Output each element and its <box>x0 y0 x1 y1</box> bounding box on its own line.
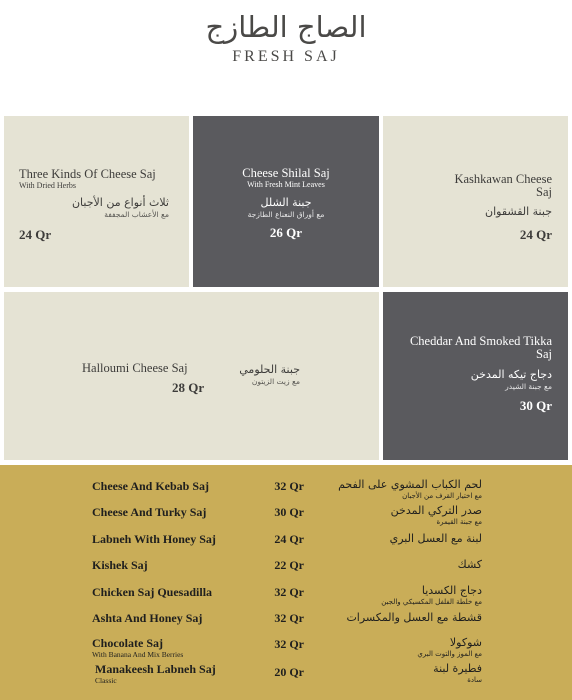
list-item[interactable] <box>0 663 572 689</box>
saj-menu-list <box>0 465 572 700</box>
item-name: Labneh With Honey Saj <box>92 532 216 546</box>
card-price: 28 Qr <box>172 380 205 395</box>
title-english: FRESH SAJ <box>232 48 340 65</box>
item-name: Manakeesh Labneh Saj <box>95 662 216 676</box>
item-price: 20 Qr <box>274 665 304 679</box>
card-name: Cheddar And Smoked Tikka <box>409 334 552 348</box>
item-arabic-subtitle: مع خلطة الفلفل المكسيكي والجبن <box>381 598 482 606</box>
item-arabic-name: لبنة مع العسل البري <box>389 532 482 545</box>
item-arabic-subtitle: سادة <box>467 676 482 684</box>
list-item[interactable] <box>0 585 572 611</box>
item-arabic-name: قشطة مع العسل والمكسرات <box>346 611 482 624</box>
card-name: Three Kinds Of Cheese Saj <box>19 167 156 181</box>
item-arabic-name: فطيرة لبنة <box>433 662 482 675</box>
item-name: Chicken Saj Quesadilla <box>92 585 213 599</box>
card-cheddar-smoked-tikka-saj[interactable] <box>383 292 568 460</box>
card-subtitle: With Fresh Mint Leaves <box>247 180 325 189</box>
card-arabic-name: جبنة الشلل <box>260 196 312 209</box>
list-item[interactable] <box>0 479 572 505</box>
card-name: Cheese Shilal Saj <box>242 166 330 180</box>
item-subtitle: Classic <box>95 676 117 685</box>
item-arabic-name: كشك <box>457 558 482 571</box>
card-price: 30 Qr <box>519 398 552 413</box>
list-item[interactable] <box>0 505 572 531</box>
item-price: 32 Qr <box>274 637 304 651</box>
card-arabic-subtitle: مع أوراق النعناع الطازجة <box>247 210 325 219</box>
card-halloumi-cheese-saj[interactable] <box>4 292 379 460</box>
card-arabic-subtitle: مع زيت الزيتون <box>251 377 300 386</box>
item-name: Ashta And Honey Saj <box>92 611 203 625</box>
list-item[interactable] <box>0 558 572 584</box>
card-name: Kashkawan Cheese <box>454 172 552 186</box>
card-subtitle: With Dried Herbs <box>19 181 76 190</box>
card-arabic-name: ثلاث أنواع من الأجبان <box>71 196 169 209</box>
card-price: 26 Qr <box>269 225 303 240</box>
item-arabic-subtitle: مع اختيار القرف من الأجبان <box>402 492 482 500</box>
card-price: 24 Qr <box>19 227 52 242</box>
card-cheese-shilal-saj[interactable] <box>193 116 379 287</box>
card-three-kinds-cheese-saj[interactable] <box>4 116 189 287</box>
item-arabic-name: لحم الكباب المشوي على الفحم <box>338 478 482 491</box>
item-price: 32 Qr <box>274 585 304 599</box>
list-item[interactable] <box>0 611 572 637</box>
item-arabic-subtitle: مع الموز والتوت البري <box>417 650 482 658</box>
item-price: 32 Qr <box>274 479 304 493</box>
card-arabic-subtitle: مع الأعشاب المجففة <box>104 210 169 219</box>
card-arabic-subtitle: مع جبنة الشيدر <box>505 382 552 391</box>
item-arabic-name: دجاج الكسديا <box>421 584 482 597</box>
item-subtitle: With Banana And Mix Berries <box>92 650 184 659</box>
card-kashkawan-cheese-saj[interactable] <box>383 116 568 287</box>
item-name: Chocolate Saj <box>92 636 163 650</box>
item-price: 24 Qr <box>274 532 304 546</box>
list-item[interactable] <box>0 532 572 558</box>
card-arabic-name: دجاج تيكه المدخن <box>470 368 552 381</box>
card-name: Halloumi Cheese Saj <box>82 361 188 375</box>
menu-header <box>0 0 572 110</box>
item-name: Kishek Saj <box>92 558 148 572</box>
title-arabic: الصاج الطازج <box>205 10 367 44</box>
card-name-line2: Saj <box>536 347 552 361</box>
item-price: 22 Qr <box>274 558 304 572</box>
item-name: Cheese And Kebab Saj <box>92 479 210 493</box>
list-item[interactable] <box>0 637 572 663</box>
card-name-line2: Saj <box>536 185 552 199</box>
card-arabic-name: جبنة الحلومي <box>239 363 300 376</box>
item-name: Cheese And Turky Saj <box>92 505 207 519</box>
item-arabic-name: صدر التركي المدخن <box>390 504 482 517</box>
item-price: 32 Qr <box>274 611 304 625</box>
card-arabic-name: جبنة القشقوان <box>485 205 552 218</box>
item-arabic-subtitle: مع جبنة القيمرة <box>436 518 482 526</box>
card-price: 24 Qr <box>519 227 552 242</box>
item-arabic-name: شوكولا <box>449 636 482 649</box>
item-price: 30 Qr <box>274 505 304 519</box>
